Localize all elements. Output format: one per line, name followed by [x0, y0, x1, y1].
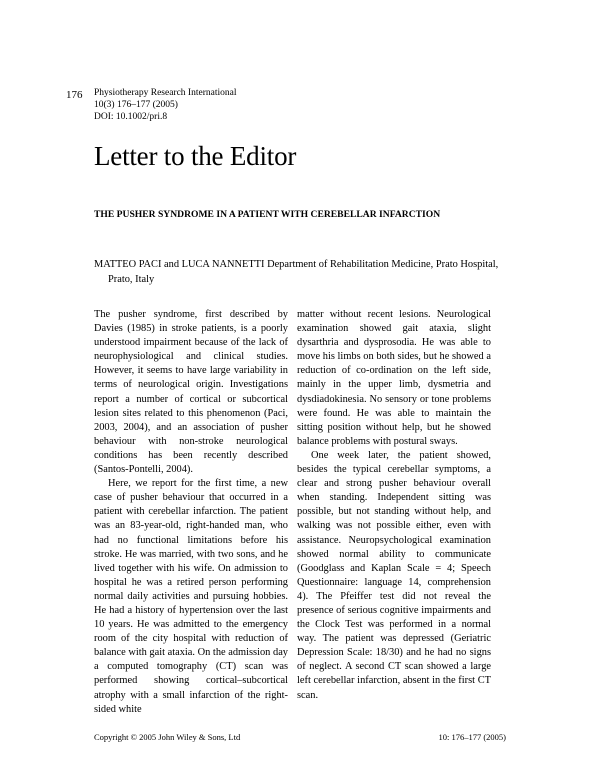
article-title: THE PUSHER SYNDROME IN A PATIENT WITH CEREBELLAR INFARCTION: [94, 209, 441, 220]
body-column-right: [297, 308, 491, 703]
paragraph: One week later, the patient showed, besides the typical cerebellar symptoms, a clear and strong pusher behaviour overall when standing. Independent sitting was possible, but not standing without help, and walking was not possible either, even with assistance. Neuropsychological examination showed normal ability to communicate (Goodglass and Kaplan Scale = 4; Speech Questionnaire: language 14, comprehension 4). The Pfeiffer test did not reveal the presence of serious cognitive impairments and the Clock Test was performed in a normal way. The patient was depressed (Geriatric Depression Scale: 18/30) and he had no signs of neglect. A second CT scan showed a large left cerebellar infarction, absent in the first CT scan.: [297, 449, 491, 701]
section-title: Letter to the Editor: [94, 141, 297, 171]
paragraph: The pusher syndrome, first described by Davies (1985) in stroke patients, is a poorly understood impairment because of the lack of neurophysiological and clinical studies. However, it seems to have large variability in terms of neurological origin. Investigations report a number of cortical or subcortical lesion sites related to this phenomenon (Paci, 2003, 2004), and an association of pusher behaviour with non-stroke neurological conditions has been recently described (Santos-Pontelli, 2004).: [94, 309, 288, 476]
volume-issue: 10(3) 176–177 (2005): [94, 100, 178, 110]
body-column-left: [94, 308, 288, 717]
paragraph: Here, we report for the first time, a new case of pusher behaviour that occurred in a patient with cerebellar infarction. The patient was an 83-year-old, right-handed man, who had no functional limitations before his stroke. He was married, with two sons, and he lived together with his wife. On admission to hospital he was a retired person performing normal daily activities and pursuing hobbies. He had a history of hypertension over the last 10 years. He was admitted to the emergency room of the city hospital with reduction of balance with gait ataxia. On the admission day a computed tomography (CT) scan was performed showing cortical–subcortical atrophy with a small infarction of the right-sided white: [94, 478, 288, 715]
journal-info: [94, 87, 236, 123]
footer-citation: 10: 176–177 (2005): [438, 732, 506, 742]
page-number: 176: [66, 89, 83, 101]
paragraph: matter without recent lesions. Neurological examination showed gait ataxia, slight dysarthria and dysprosodia. He was able to move his limbs on both sides, but he showed a reduction of co-ordination on the left side, mainly in the upper limb, dysmetria and dysdiadokinesia. No sensory or tone problems were found. He was able to maintain the sitting position without help, but he showed balance problems with postural sways.: [297, 309, 491, 447]
footer-copyright: Copyright © 2005 John Wiley & Sons, Ltd: [94, 732, 241, 742]
doi[interactable]: DOI: 10.1002/pri.8: [94, 112, 168, 122]
journal-name: Physiotherapy Research International: [94, 88, 237, 98]
author-affiliation: MATTEO PACI and LUCA NANNETTI Department of Rehabilitation Medicine, Prato Hospital, Prato, Italy: [94, 259, 499, 285]
